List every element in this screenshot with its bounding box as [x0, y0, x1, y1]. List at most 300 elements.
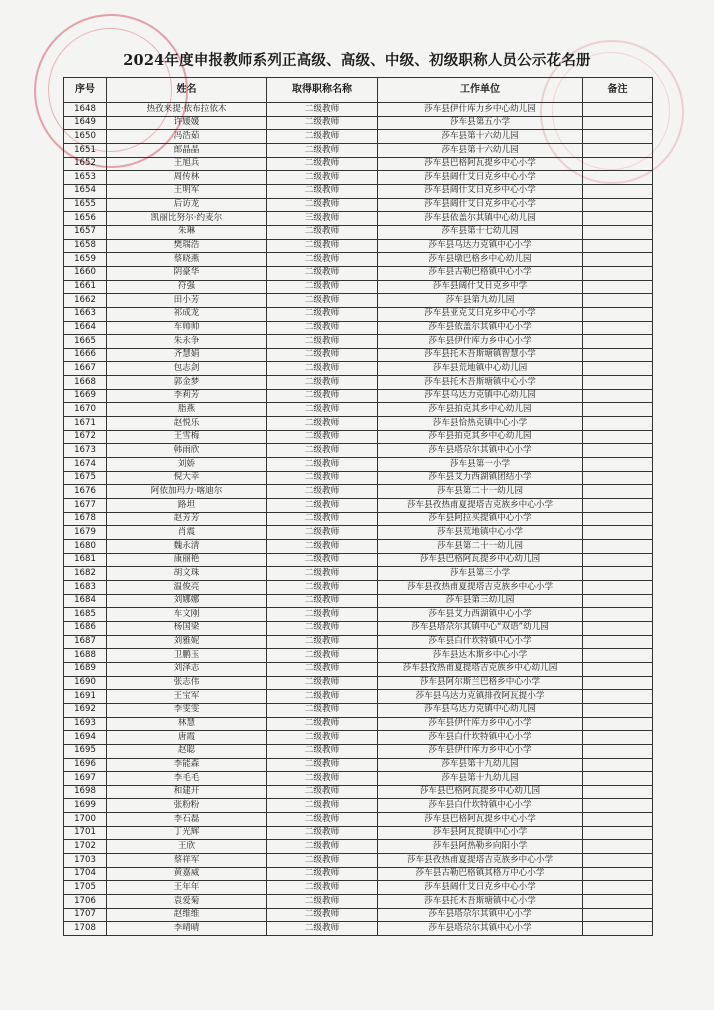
- cell-work-unit: 莎车县第一小学: [378, 458, 583, 472]
- cell-remarks: [583, 335, 653, 349]
- cell-title-obtained: 二级教师: [267, 895, 378, 909]
- cell-title-obtained: 二级教师: [267, 908, 378, 922]
- cell-serial: 1684: [64, 594, 107, 608]
- table-row: [64, 471, 653, 485]
- cell-remarks: [583, 471, 653, 485]
- cell-name: 冯浩茹: [107, 130, 267, 144]
- cell-name: 韩雨欣: [107, 444, 267, 458]
- cell-serial: 1706: [64, 895, 107, 909]
- table-row: [64, 594, 653, 608]
- cell-remarks: [583, 307, 653, 321]
- cell-name: 温俊亮: [107, 580, 267, 594]
- cell-serial: 1681: [64, 553, 107, 567]
- cell-work-unit: 莎车县第三幼儿园: [378, 594, 583, 608]
- cell-remarks: [583, 758, 653, 772]
- cell-remarks: [583, 184, 653, 198]
- cell-name: 王明军: [107, 184, 267, 198]
- table-row: [64, 130, 653, 144]
- cell-name: 袁爱菊: [107, 895, 267, 909]
- cell-work-unit: 莎车县孜热甫夏提塔吉克族乡中心幼儿园: [378, 662, 583, 676]
- cell-work-unit: 莎车县乌达力克镇中心幼儿园: [378, 389, 583, 403]
- cell-title-obtained: 二级教师: [267, 157, 378, 171]
- table-row: [64, 417, 653, 431]
- cell-serial: 1691: [64, 690, 107, 704]
- cell-title-obtained: 二级教师: [267, 403, 378, 417]
- cell-work-unit: 莎车县第三小学: [378, 567, 583, 581]
- table-row: [64, 280, 653, 294]
- cell-serial: 1704: [64, 867, 107, 881]
- table-row: [64, 198, 653, 212]
- cell-remarks: [583, 567, 653, 581]
- table-row: [64, 321, 653, 335]
- table-row: [64, 458, 653, 472]
- cell-serial: 1669: [64, 389, 107, 403]
- cell-serial: 1686: [64, 621, 107, 635]
- cell-name: 李能森: [107, 758, 267, 772]
- cell-title-obtained: 二级教师: [267, 143, 378, 157]
- cell-work-unit: 莎车县阔什艾日克乡中心小学: [378, 198, 583, 212]
- table-row: [64, 758, 653, 772]
- table-row: [64, 703, 653, 717]
- cell-work-unit: 莎车县恰热克镇中心小学: [378, 417, 583, 431]
- cell-name: 符强: [107, 280, 267, 294]
- cell-name: 蔡晓燕: [107, 253, 267, 267]
- cell-name: 包志剑: [107, 362, 267, 376]
- cell-title-obtained: 二级教师: [267, 253, 378, 267]
- cell-title-obtained: 二级教师: [267, 130, 378, 144]
- cell-serial: 1658: [64, 239, 107, 253]
- cell-serial: 1694: [64, 731, 107, 745]
- cell-serial: 1660: [64, 266, 107, 280]
- cell-serial: 1674: [64, 458, 107, 472]
- cell-remarks: [583, 239, 653, 253]
- cell-title-obtained: 二级教师: [267, 758, 378, 772]
- cell-name: 刘泽志: [107, 662, 267, 676]
- cell-serial: 1687: [64, 635, 107, 649]
- cell-remarks: [583, 280, 653, 294]
- cell-title-obtained: 二级教师: [267, 280, 378, 294]
- cell-serial: 1656: [64, 212, 107, 226]
- table-row: [64, 649, 653, 663]
- cell-serial: 1654: [64, 184, 107, 198]
- cell-remarks: [583, 212, 653, 226]
- cell-title-obtained: 二级教师: [267, 362, 378, 376]
- cell-remarks: [583, 799, 653, 813]
- cell-serial: 1708: [64, 922, 107, 936]
- cell-name: 丁光辉: [107, 826, 267, 840]
- cell-title-obtained: 二级教师: [267, 321, 378, 335]
- cell-name: 后访龙: [107, 198, 267, 212]
- cell-work-unit: 莎车县阔什艾日克乡中心小学: [378, 184, 583, 198]
- cell-serial: 1690: [64, 676, 107, 690]
- cell-work-unit: 莎车县第十六幼儿园: [378, 130, 583, 144]
- cell-title-obtained: 二级教师: [267, 444, 378, 458]
- cell-name: 林慧: [107, 717, 267, 731]
- cell-name: 张志伟: [107, 676, 267, 690]
- cell-remarks: [583, 417, 653, 431]
- cell-work-unit: 莎车县阿瓦提镇中心小学: [378, 826, 583, 840]
- table-row: [64, 799, 653, 813]
- table-row: [64, 540, 653, 554]
- cell-title-obtained: 二级教师: [267, 813, 378, 827]
- cell-name: 和建开: [107, 785, 267, 799]
- cell-title-obtained: 二级教师: [267, 649, 378, 663]
- cell-name: 赵维维: [107, 908, 267, 922]
- cell-remarks: [583, 553, 653, 567]
- table-row: [64, 444, 653, 458]
- header-work-unit: 工作单位: [378, 78, 583, 103]
- cell-serial: 1673: [64, 444, 107, 458]
- table-row: [64, 662, 653, 676]
- table-row: [64, 690, 653, 704]
- cell-serial: 1651: [64, 143, 107, 157]
- cell-name: 李石磊: [107, 813, 267, 827]
- cell-title-obtained: 二级教师: [267, 239, 378, 253]
- cell-name: 路坦: [107, 499, 267, 513]
- cell-title-obtained: 二级教师: [267, 184, 378, 198]
- table-row: [64, 676, 653, 690]
- cell-name: 魏永清: [107, 540, 267, 554]
- cell-title-obtained: 二级教师: [267, 731, 378, 745]
- cell-name: 阿依加玛力·喀迪尔: [107, 485, 267, 499]
- cell-title-obtained: 二级教师: [267, 744, 378, 758]
- cell-name: 郭金梦: [107, 376, 267, 390]
- cell-name: 肖震: [107, 526, 267, 540]
- cell-remarks: [583, 594, 653, 608]
- cell-serial: 1650: [64, 130, 107, 144]
- cell-title-obtained: 二级教师: [267, 594, 378, 608]
- cell-remarks: [583, 922, 653, 936]
- cell-remarks: [583, 895, 653, 909]
- cell-title-obtained: 二级教师: [267, 198, 378, 212]
- document-title: 2024年度申报教师系列正高级、高级、中级、初级职称人员公示花名册: [123, 52, 591, 69]
- table-row: [64, 143, 653, 157]
- roster-table: [63, 77, 653, 936]
- cell-title-obtained: 二级教师: [267, 785, 378, 799]
- cell-work-unit: 莎车县伊什库力乡中心小学: [378, 717, 583, 731]
- cell-serial: 1700: [64, 813, 107, 827]
- table-row: [64, 922, 653, 936]
- cell-work-unit: 莎车县第十七幼儿园: [378, 225, 583, 239]
- cell-remarks: [583, 143, 653, 157]
- cell-title-obtained: 二级教师: [267, 580, 378, 594]
- cell-remarks: [583, 253, 653, 267]
- cell-serial: 1666: [64, 348, 107, 362]
- cell-work-unit: 莎车县墩巴格乡中心幼儿园: [378, 253, 583, 267]
- cell-serial: 1696: [64, 758, 107, 772]
- cell-remarks: [583, 198, 653, 212]
- cell-serial: 1695: [64, 744, 107, 758]
- cell-name: 李莉芳: [107, 389, 267, 403]
- cell-work-unit: 莎车县巴格阿瓦提乡中心幼儿园: [378, 553, 583, 567]
- table-row: [64, 840, 653, 854]
- cell-serial: 1682: [64, 567, 107, 581]
- cell-name: 脂燕: [107, 403, 267, 417]
- cell-serial: 1668: [64, 376, 107, 390]
- cell-remarks: [583, 362, 653, 376]
- cell-name: 郎晶晶: [107, 143, 267, 157]
- cell-work-unit: 莎车县乌达力克镇排孜阿瓦提小学: [378, 690, 583, 704]
- cell-title-obtained: 二级教师: [267, 266, 378, 280]
- cell-remarks: [583, 103, 653, 117]
- cell-work-unit: 莎车县阿热勒乡向阳小学: [378, 840, 583, 854]
- cell-serial: 1664: [64, 321, 107, 335]
- cell-work-unit: 莎车县第十九幼儿园: [378, 772, 583, 786]
- cell-remarks: [583, 266, 653, 280]
- cell-serial: 1697: [64, 772, 107, 786]
- table-row: [64, 348, 653, 362]
- table-row: [64, 103, 653, 117]
- table-row: [64, 239, 653, 253]
- cell-title-obtained: 二级教师: [267, 635, 378, 649]
- cell-work-unit: 莎车县乌达力克镇中心幼儿园: [378, 703, 583, 717]
- cell-serial: 1685: [64, 608, 107, 622]
- cell-title-obtained: 二级教师: [267, 567, 378, 581]
- cell-title-obtained: 二级教师: [267, 690, 378, 704]
- table-header-row: [64, 78, 653, 103]
- cell-name: 刘娇: [107, 458, 267, 472]
- cell-serial: 1649: [64, 116, 107, 130]
- cell-title-obtained: 二级教师: [267, 335, 378, 349]
- cell-remarks: [583, 676, 653, 690]
- cell-remarks: [583, 403, 653, 417]
- cell-serial: 1678: [64, 512, 107, 526]
- cell-title-obtained: 二级教师: [267, 854, 378, 868]
- cell-work-unit: 莎车县荒地镇中心小学: [378, 526, 583, 540]
- cell-name: 赵聪: [107, 744, 267, 758]
- cell-work-unit: 莎车县达木斯乡中心小学: [378, 649, 583, 663]
- cell-title-obtained: 二级教师: [267, 867, 378, 881]
- cell-name: 黄嘉威: [107, 867, 267, 881]
- table-row: [64, 512, 653, 526]
- cell-title-obtained: 二级教师: [267, 458, 378, 472]
- cell-work-unit: 莎车县孜热甫夏提塔吉克族乡中心小学: [378, 580, 583, 594]
- cell-serial: 1699: [64, 799, 107, 813]
- cell-work-unit: 莎车县阔什艾日克乡中心小学: [378, 881, 583, 895]
- cell-work-unit: 莎车县第五小学: [378, 116, 583, 130]
- cell-work-unit: 莎车县托木吾斯塘镇智慧小学: [378, 348, 583, 362]
- cell-name: 凯丽比努尔·约麦尔: [107, 212, 267, 226]
- cell-name: 朱琳: [107, 225, 267, 239]
- table-row: [64, 499, 653, 513]
- header-title-obtained: 取得职称名称: [267, 78, 378, 103]
- cell-work-unit: 莎车县古勒巴格镇中心小学: [378, 266, 583, 280]
- cell-serial: 1676: [64, 485, 107, 499]
- cell-remarks: [583, 116, 653, 130]
- cell-title-obtained: 二级教师: [267, 389, 378, 403]
- cell-remarks: [583, 376, 653, 390]
- table-row: [64, 717, 653, 731]
- cell-remarks: [583, 608, 653, 622]
- cell-remarks: [583, 813, 653, 827]
- cell-name: 王旭兵: [107, 157, 267, 171]
- table-row: [64, 171, 653, 185]
- cell-remarks: [583, 444, 653, 458]
- table-row: [64, 785, 653, 799]
- table-row: [64, 881, 653, 895]
- table-row: [64, 253, 653, 267]
- cell-work-unit: 莎车县白什坎特镇中心小学: [378, 731, 583, 745]
- cell-work-unit: 莎车县伊什库力乡中心小学: [378, 744, 583, 758]
- cell-name: 赵芳芳: [107, 512, 267, 526]
- table-row: [64, 567, 653, 581]
- cell-title-obtained: 二级教师: [267, 621, 378, 635]
- cell-work-unit: 莎车县第十九幼儿园: [378, 758, 583, 772]
- cell-title-obtained: 二级教师: [267, 608, 378, 622]
- cell-title-obtained: 二级教师: [267, 430, 378, 444]
- cell-work-unit: 莎车县阔什艾日克乡中心小学: [378, 171, 583, 185]
- cell-title-obtained: 二级教师: [267, 799, 378, 813]
- cell-serial: 1688: [64, 649, 107, 663]
- cell-serial: 1659: [64, 253, 107, 267]
- cell-remarks: [583, 772, 653, 786]
- cell-work-unit: 莎车县古勒巴格镇其格万中心小学: [378, 867, 583, 881]
- cell-serial: 1653: [64, 171, 107, 185]
- cell-work-unit: 莎车县托木吾斯塘镇中心小学: [378, 895, 583, 909]
- table-row: [64, 580, 653, 594]
- cell-remarks: [583, 225, 653, 239]
- cell-work-unit: 莎车县孜热甫夏提塔吉克族乡中心小学: [378, 499, 583, 513]
- cell-name: 唐霞: [107, 731, 267, 745]
- cell-name: 王宝军: [107, 690, 267, 704]
- cell-remarks: [583, 458, 653, 472]
- cell-serial: 1703: [64, 854, 107, 868]
- cell-serial: 1670: [64, 403, 107, 417]
- cell-title-obtained: 二级教师: [267, 376, 378, 390]
- cell-name: 许媛媛: [107, 116, 267, 130]
- cell-remarks: [583, 321, 653, 335]
- cell-serial: 1652: [64, 157, 107, 171]
- table-row: [64, 294, 653, 308]
- cell-remarks: [583, 826, 653, 840]
- cell-serial: 1705: [64, 881, 107, 895]
- cell-name: 李毛毛: [107, 772, 267, 786]
- cell-remarks: [583, 662, 653, 676]
- cell-work-unit: 莎车县第二十一幼儿园: [378, 540, 583, 554]
- cell-serial: 1701: [64, 826, 107, 840]
- cell-name: 胡文珠: [107, 567, 267, 581]
- table-row: [64, 621, 653, 635]
- header-name: 姓名: [107, 78, 267, 103]
- cell-name: 朱永争: [107, 335, 267, 349]
- cell-work-unit: 莎车县依盖尔其镇中心小学: [378, 321, 583, 335]
- cell-remarks: [583, 908, 653, 922]
- cell-name: 齐慧娟: [107, 348, 267, 362]
- cell-title-obtained: 二级教师: [267, 676, 378, 690]
- cell-title-obtained: 二级教师: [267, 171, 378, 185]
- cell-remarks: [583, 854, 653, 868]
- table-row: [64, 867, 653, 881]
- cell-title-obtained: 二级教师: [267, 348, 378, 362]
- cell-work-unit: 莎车县伊什库力乡中心幼儿园: [378, 103, 583, 117]
- cell-serial: 1693: [64, 717, 107, 731]
- cell-work-unit: 莎车县第九幼儿园: [378, 294, 583, 308]
- cell-serial: 1698: [64, 785, 107, 799]
- cell-work-unit: 莎车县塔尕尔其镇中心小学: [378, 922, 583, 936]
- cell-title-obtained: 二级教师: [267, 225, 378, 239]
- cell-remarks: [583, 499, 653, 513]
- cell-remarks: [583, 867, 653, 881]
- table-row: [64, 430, 653, 444]
- cell-work-unit: 莎车县巴格阿瓦提乡中心小学: [378, 813, 583, 827]
- table-row: [64, 895, 653, 909]
- cell-name: 杨国梁: [107, 621, 267, 635]
- cell-serial: 1663: [64, 307, 107, 321]
- cell-title-obtained: 二级教师: [267, 499, 378, 513]
- cell-work-unit: 莎车县乌达力克镇中心小学: [378, 239, 583, 253]
- table-row: [64, 266, 653, 280]
- cell-work-unit: 莎车县荒地镇中心幼儿园: [378, 362, 583, 376]
- cell-remarks: [583, 744, 653, 758]
- cell-remarks: [583, 690, 653, 704]
- cell-name: 阴豪华: [107, 266, 267, 280]
- table-row: [64, 908, 653, 922]
- cell-name: 康丽艳: [107, 553, 267, 567]
- cell-remarks: [583, 635, 653, 649]
- cell-name: 卫鹏玉: [107, 649, 267, 663]
- cell-remarks: [583, 649, 653, 663]
- cell-name: 车帅帅: [107, 321, 267, 335]
- cell-work-unit: 莎车县巴格阿瓦提乡中心幼儿园: [378, 785, 583, 799]
- cell-title-obtained: 二级教师: [267, 512, 378, 526]
- cell-title-obtained: 二级教师: [267, 772, 378, 786]
- cell-remarks: [583, 430, 653, 444]
- table-row: [64, 389, 653, 403]
- cell-remarks: [583, 389, 653, 403]
- header-serial: 序号: [64, 78, 107, 103]
- cell-name: 刘娜娜: [107, 594, 267, 608]
- cell-remarks: [583, 157, 653, 171]
- cell-title-obtained: 二级教师: [267, 417, 378, 431]
- cell-name: 王年年: [107, 881, 267, 895]
- cell-title-obtained: 二级教师: [267, 922, 378, 936]
- table-row: [64, 813, 653, 827]
- cell-title-obtained: 二级教师: [267, 540, 378, 554]
- cell-work-unit: 莎车县阿拉买提镇中心小学: [378, 512, 583, 526]
- cell-serial: 1667: [64, 362, 107, 376]
- table-row: [64, 225, 653, 239]
- cell-remarks: [583, 526, 653, 540]
- cell-work-unit: 莎车县阔什艾日克乡中学: [378, 280, 583, 294]
- cell-name: 刘雅妮: [107, 635, 267, 649]
- cell-work-unit: 莎车县托木吾斯塘镇中心小学: [378, 376, 583, 390]
- cell-serial: 1702: [64, 840, 107, 854]
- cell-serial: 1671: [64, 417, 107, 431]
- cell-serial: 1648: [64, 103, 107, 117]
- table-row: [64, 157, 653, 171]
- table-row: [64, 307, 653, 321]
- cell-serial: 1677: [64, 499, 107, 513]
- cell-work-unit: 莎车县白什坎特镇中心小学: [378, 799, 583, 813]
- cell-work-unit: 莎车县拍克其乡中心幼儿园: [378, 430, 583, 444]
- header-remarks: 备注: [583, 78, 653, 103]
- cell-serial: 1675: [64, 471, 107, 485]
- cell-remarks: [583, 130, 653, 144]
- cell-remarks: [583, 580, 653, 594]
- table-row: [64, 184, 653, 198]
- cell-title-obtained: 二级教师: [267, 485, 378, 499]
- cell-title-obtained: 二级教师: [267, 471, 378, 485]
- cell-remarks: [583, 171, 653, 185]
- cell-work-unit: 莎车县塔尕尔其镇中心小学: [378, 444, 583, 458]
- cell-serial: 1707: [64, 908, 107, 922]
- table-row: [64, 608, 653, 622]
- cell-remarks: [583, 840, 653, 854]
- cell-serial: 1672: [64, 430, 107, 444]
- cell-name: 周传林: [107, 171, 267, 185]
- cell-work-unit: 莎车县伊什库力乡中心小学: [378, 335, 583, 349]
- cell-title-obtained: 二级教师: [267, 881, 378, 895]
